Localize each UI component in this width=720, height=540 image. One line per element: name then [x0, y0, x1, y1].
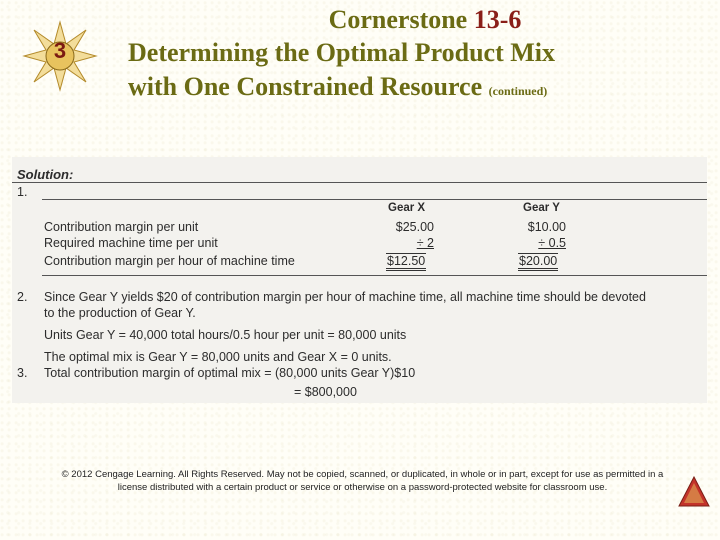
gear-y-cm-per-hour-wrap	[518, 254, 558, 268]
title-prefix: Cornerstone	[328, 5, 468, 34]
title-line-2: Determining the Optimal Product Mix	[128, 38, 556, 67]
row-label-cm-per-hour: Contribution margin per hour of machine time	[44, 254, 295, 268]
gear-x-machine-time: ÷ 2	[416, 236, 434, 250]
solution-heading: Solution:	[17, 167, 74, 182]
item-2-number: 2.	[17, 290, 28, 304]
badge-number: 3	[53, 38, 67, 63]
row-label-machine-time: Required machine time per unit	[44, 236, 218, 250]
column-header-gear-y: Gear Y	[523, 202, 560, 214]
title-line-3	[110, 70, 710, 108]
item-2-line-2: to the production of Gear Y.	[44, 306, 196, 320]
copyright-line-1: © 2012 Cengage Learning. All Rights Reserved. May not be copied, scanned, or duplicated, in whole or in part, except for use as permitted in a	[61, 469, 664, 480]
table-bottom-rule	[42, 275, 707, 276]
corner-triangle-icon	[676, 474, 712, 510]
item-2-line-3: Units Gear Y = 40,000 total hours/0.5 hour per unit = 80,000 units	[44, 328, 407, 342]
item-2-line-4: The optimal mix is Gear Y = 80,000 units and Gear X = 0 units.	[44, 350, 392, 364]
learning-objective-badge	[22, 18, 98, 94]
heading-rule	[12, 182, 707, 183]
gear-x-cm-per-hour: $12.50	[386, 253, 426, 271]
item-1-number: 1.	[17, 185, 28, 199]
slide-title	[110, 4, 710, 108]
solution-panel	[12, 157, 707, 403]
gear-y-cm-per-unit: $10.00	[527, 220, 566, 234]
gear-y-cm-per-hour: $20.00	[518, 253, 558, 271]
row-label-cm-per-unit: Contribution margin per unit	[44, 220, 199, 234]
gear-x-cm-per-unit: $25.00	[395, 220, 434, 234]
column-header-gear-x: Gear X	[388, 202, 426, 214]
title-line-3-text: with One Constrained Resource	[128, 72, 483, 101]
copyright-notice	[40, 468, 685, 494]
copyright-line-2: license distributed with a certain product or service or otherwise on a password-protected website for classroom use.	[117, 482, 608, 493]
title-line-1	[140, 4, 710, 36]
title-continued: (continued)	[488, 84, 548, 98]
item-3-number: 3.	[17, 366, 28, 380]
cornerstone-number: 13-6	[473, 5, 522, 34]
item-2-line-1: Since Gear Y yields $20 of contribution margin per hour of machine time, all machine time should be devoted	[44, 290, 646, 304]
item-3-line-1: Total contribution margin of optimal mix = (80,000 units Gear Y)$10	[44, 366, 416, 380]
gear-y-machine-time: ÷ 0.5	[538, 236, 566, 250]
item-3-line-2: = $800,000	[294, 385, 357, 399]
table-top-rule	[42, 199, 707, 200]
gear-x-cm-per-hour-wrap	[386, 254, 426, 268]
